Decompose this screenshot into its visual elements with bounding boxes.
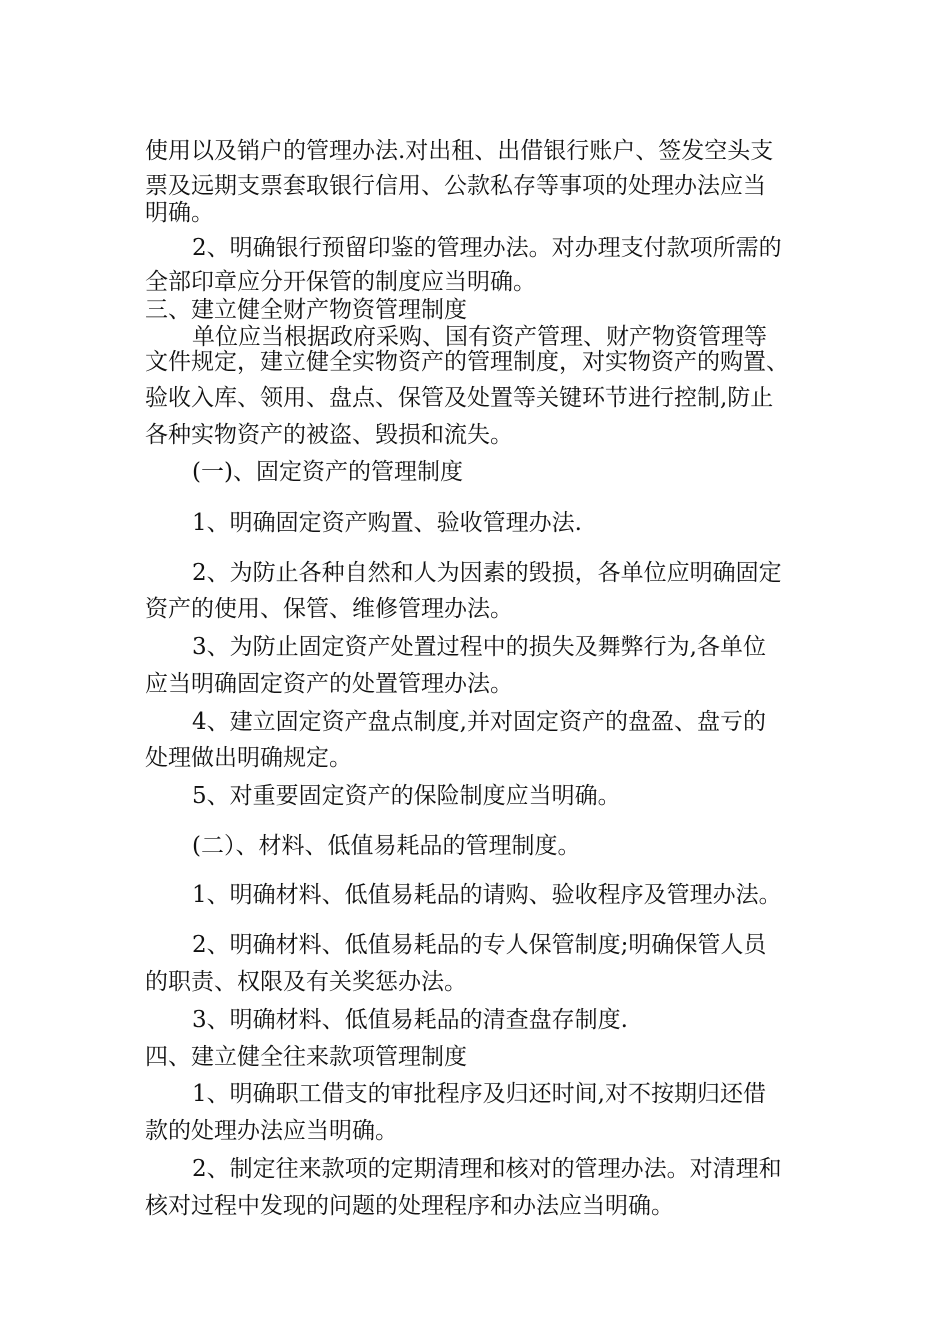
text-line: 2、制定往来款项的定期清理和核对的管理办法。对清理和 [192, 1156, 782, 1182]
subsection-heading: (一)、固定资产的管理制度 [192, 459, 463, 485]
text-line: 4、建立固定资产盘点制度,并对固定资产的盘盈、盘亏的 [192, 709, 766, 735]
text-line: 1、明确职工借支的审批程序及归还时间,对不按期归还借 [192, 1081, 766, 1107]
text-line: 全部印章应分开保管的制度应当明确。 [145, 269, 536, 295]
text-line: 明确。 [145, 200, 214, 226]
text-line: 处理做出明确规定。 [145, 745, 352, 771]
text-line: 2、明确材料、低值易耗品的专人保管制度;明确保管人员 [192, 932, 767, 958]
text-line: 3、明确材料、低值易耗品的清查盘存制度. [192, 1007, 628, 1033]
text-line: 文件规定，建立健全实物资产的管理制度，对实物资产的购置、 [145, 349, 789, 375]
text-line: 验收入库、领用、盘点、保管及处置等关键环节进行控制,防止 [145, 385, 774, 411]
subsection-heading: (二）、材料、低值易耗品的管理制度。 [192, 833, 581, 859]
text-line: 使用以及销户的管理办法.对出租、出借银行账户、签发空头支 [145, 138, 774, 164]
text-line: 各种实物资产的被盗、毁损和流失。 [145, 422, 513, 448]
section-heading: 四、建立健全往来款项管理制度 [145, 1044, 467, 1070]
text-line: 的职责、权限及有关奖惩办法。 [145, 969, 467, 995]
text-line: 1、明确固定资产购置、验收管理办法. [192, 510, 582, 536]
text-line: 3、为防止固定资产处置过程中的损失及舞弊行为,各单位 [192, 634, 766, 660]
text-line: 单位应当根据政府采购、国有资产管理、财产物资管理等 [192, 324, 767, 350]
section-heading: 三、建立健全财产物资管理制度 [145, 297, 467, 323]
text-line: 资产的使用、保管、维修管理办法。 [145, 596, 513, 622]
text-line: 1、明确材料、低值易耗品的请购、验收程序及管理办法。 [192, 882, 782, 908]
text-line: 2、为防止各种自然和人为因素的毁损，各单位应明确固定 [192, 560, 782, 586]
text-line: 2、明确银行预留印鉴的管理办法。对办理支付款项所需的 [192, 235, 782, 261]
text-line: 款的处理办法应当明确。 [145, 1118, 398, 1144]
text-line: 票及远期支票套取银行信用、公款私存等事项的处理办法应当 [145, 173, 766, 199]
text-line: 5、对重要固定资产的保险制度应当明确。 [192, 783, 621, 809]
text-line: 应当明确固定资产的处置管理办法。 [145, 671, 513, 697]
text-line: 核对过程中发现的问题的处理程序和办法应当明确。 [145, 1193, 674, 1219]
